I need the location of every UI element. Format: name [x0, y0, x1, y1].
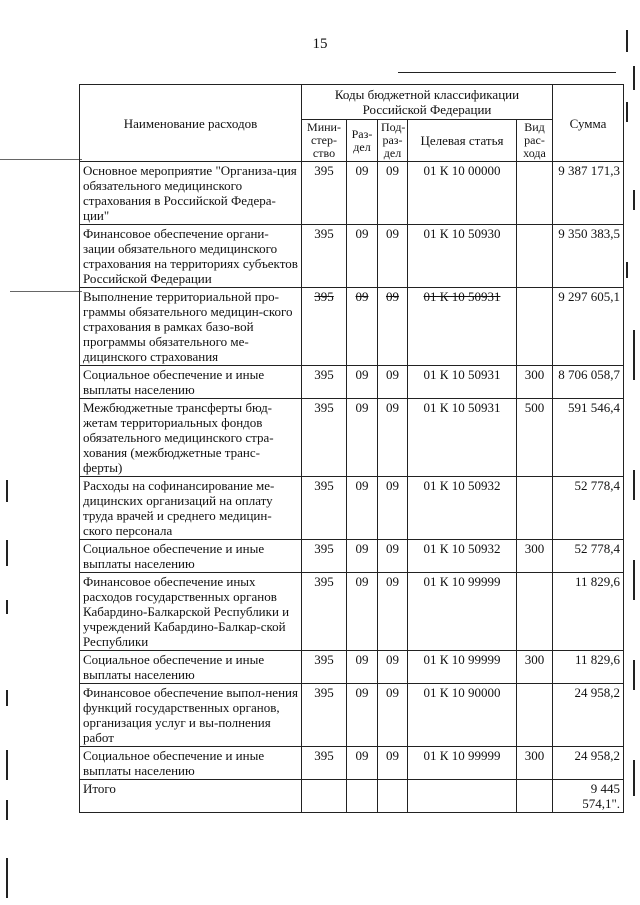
total-empty-cell [378, 780, 408, 813]
row-name: Межбюджетные трансферты бюд-жетам территориальных фондов обязательного медицинского стра-хования (межбюджетные транс-ферты) [80, 399, 302, 477]
row-expense-type: 300 [517, 540, 553, 573]
row-name: Расходы на софинансирование ме-дицинских организаций на оплату труда врачей и среднего медицин-ского персонала [80, 477, 302, 540]
row-ministry: 395 [302, 366, 347, 399]
row-section: 09 [347, 573, 378, 651]
row-sum: 9 350 383,5 [553, 225, 624, 288]
row-name: Социальное обеспечение и иные выплаты населению [80, 747, 302, 780]
row-sum: 11 829,6 [553, 573, 624, 651]
table-row [80, 684, 624, 747]
budget-table [79, 84, 624, 813]
row-section: 09 [347, 747, 378, 780]
row-target: 01 К 10 99999 [408, 573, 517, 651]
row-target: 01 К 10 99999 [408, 747, 517, 780]
row-sum: 24 958,2 [553, 684, 624, 747]
total-sum: 9 445 574,1". [553, 780, 624, 813]
row-name: Основное мероприятие "Организа-ция обязательного медицинского страхования в Российской Федера-ции" [80, 162, 302, 225]
row-subsection: 09 [378, 651, 408, 684]
row-name: Финансовое обеспечение органи-зации обязательного медицинского страхования на территориях субъектов Российской Федерации [80, 225, 302, 288]
scan-line-right-7 [633, 470, 635, 500]
row-section: 09 [347, 540, 378, 573]
scan-line-left-7 [6, 858, 8, 898]
row-ministry: 395 [302, 399, 347, 477]
row-section: 09 [347, 477, 378, 540]
scan-line-left-3 [6, 600, 8, 614]
header-ministry: Мини-стер-ство [302, 120, 347, 162]
total-label: Итого [80, 780, 302, 813]
row-name: Социальное обеспечение и иные выплаты населению [80, 651, 302, 684]
row-expense-type: 300 [517, 651, 553, 684]
row-subsection: 09 [378, 573, 408, 651]
row-expense-type: 300 [517, 747, 553, 780]
table-row [80, 225, 624, 288]
scan-line-right-6 [633, 330, 635, 380]
header-name: Наименование расходов [80, 85, 302, 162]
header-subsection: Под-раз-дел [378, 120, 408, 162]
row-ministry: 395 [302, 747, 347, 780]
row-ministry: 395 [302, 540, 347, 573]
row-section: 09 [347, 225, 378, 288]
row-sum: 52 778,4 [553, 477, 624, 540]
row-ministry: 395 [302, 477, 347, 540]
row-sum: 52 778,4 [553, 540, 624, 573]
row-sum: 11 829,6 [553, 651, 624, 684]
row-subsection: 09 [378, 366, 408, 399]
row-subsection: 09 [378, 747, 408, 780]
row-expense-type [517, 162, 553, 225]
total-empty-cell [517, 780, 553, 813]
row-section: 09 [347, 162, 378, 225]
table-row [80, 651, 624, 684]
row-target: 01 К 10 50932 [408, 477, 517, 540]
row-target: 01 К 10 99999 [408, 651, 517, 684]
row-name: Выполнение территориальной про-граммы обязательного медицин-ского страхования в рамках базо-вой программы обязательного ме-дицинского страхования [80, 288, 302, 366]
row-sum: 8 706 058,7 [553, 366, 624, 399]
scan-line-right-5 [626, 262, 628, 278]
scan-line-mid [10, 291, 82, 292]
row-target: 01 К 10 50930 [408, 225, 517, 288]
scan-line-right-8 [633, 560, 635, 600]
row-target: 01 К 10 90000 [408, 684, 517, 747]
row-subsection: 09 [378, 477, 408, 540]
row-ministry: 395 [302, 162, 347, 225]
row-ministry: 395 [302, 684, 347, 747]
total-row [80, 780, 624, 813]
header-target: Целевая статья [408, 120, 517, 162]
row-expense-type: 500 [517, 399, 553, 477]
row-ministry: 395 [302, 651, 347, 684]
row-name: Социальное обеспечение и иные выплаты населению [80, 366, 302, 399]
scan-line-right-4 [633, 190, 635, 210]
scan-line-left-6 [6, 800, 8, 820]
scan-line-right-2 [633, 66, 635, 90]
scan-line-left-1 [6, 480, 8, 502]
row-name: Финансовое обеспечение выпол-нения функций государственных органов, организация услуг и вы-полнения работ [80, 684, 302, 747]
header-section: Раз-дел [347, 120, 378, 162]
row-target: 01 К 10 50931 [408, 366, 517, 399]
table-row [80, 747, 624, 780]
row-sum: 591 546,4 [553, 399, 624, 477]
row-ministry: 395 [302, 225, 347, 288]
row-section: 09 [347, 684, 378, 747]
header-sum: Сумма [553, 85, 624, 162]
scan-line-header [0, 159, 82, 160]
row-target: 01 К 10 50931 [408, 399, 517, 477]
row-ministry: 395 [302, 573, 347, 651]
table-row [80, 477, 624, 540]
total-empty-cell [347, 780, 378, 813]
scan-line-left-5 [6, 750, 8, 780]
row-section: 09 [347, 366, 378, 399]
row-ministry: 395 [302, 288, 347, 366]
table-row [80, 366, 624, 399]
row-subsection: 09 [378, 225, 408, 288]
row-subsection: 09 [378, 399, 408, 477]
header-codes-group: Коды бюджетной классификации Российской Федерации [302, 85, 553, 120]
scan-line-left-4 [6, 690, 8, 706]
row-subsection: 09 [378, 684, 408, 747]
row-expense-type [517, 477, 553, 540]
scan-line-right-9 [633, 660, 635, 690]
scan-line-right-10 [633, 760, 635, 796]
row-target: 01 К 10 00000 [408, 162, 517, 225]
row-expense-type [517, 225, 553, 288]
scan-line-top [398, 72, 616, 73]
row-expense-type [517, 573, 553, 651]
table-row [80, 288, 624, 366]
row-subsection: 09 [378, 162, 408, 225]
table-row [80, 162, 624, 225]
row-section: 09 [347, 399, 378, 477]
table-row [80, 399, 624, 477]
row-expense-type [517, 288, 553, 366]
row-sum: 9 297 605,1 [553, 288, 624, 366]
row-sum: 24 958,2 [553, 747, 624, 780]
row-name: Социальное обеспечение и иные выплаты населению [80, 540, 302, 573]
page-number: 15 [312, 36, 328, 52]
scan-line-left-2 [6, 540, 8, 566]
row-subsection: 09 [378, 540, 408, 573]
table-row [80, 573, 624, 651]
row-subsection: 09 [378, 288, 408, 366]
row-expense-type [517, 684, 553, 747]
row-sum: 9 387 171,3 [553, 162, 624, 225]
row-target: 01 К 10 50932 [408, 540, 517, 573]
total-empty-cell [302, 780, 347, 813]
total-empty-cell [408, 780, 517, 813]
scan-line-right-3 [626, 102, 628, 122]
row-expense-type: 300 [517, 366, 553, 399]
scan-line-right-1 [626, 30, 628, 52]
row-section: 09 [347, 288, 378, 366]
row-name: Финансовое обеспечение иных расходов государственных органов Кабардино-Балкарской Республики и учреждений Кабардино-Балкар-ской Республики [80, 573, 302, 651]
header-expense-type: Вид рас-хода [517, 120, 553, 162]
row-section: 09 [347, 651, 378, 684]
table-row [80, 540, 624, 573]
row-target: 01 К 10 50931 [408, 288, 517, 366]
